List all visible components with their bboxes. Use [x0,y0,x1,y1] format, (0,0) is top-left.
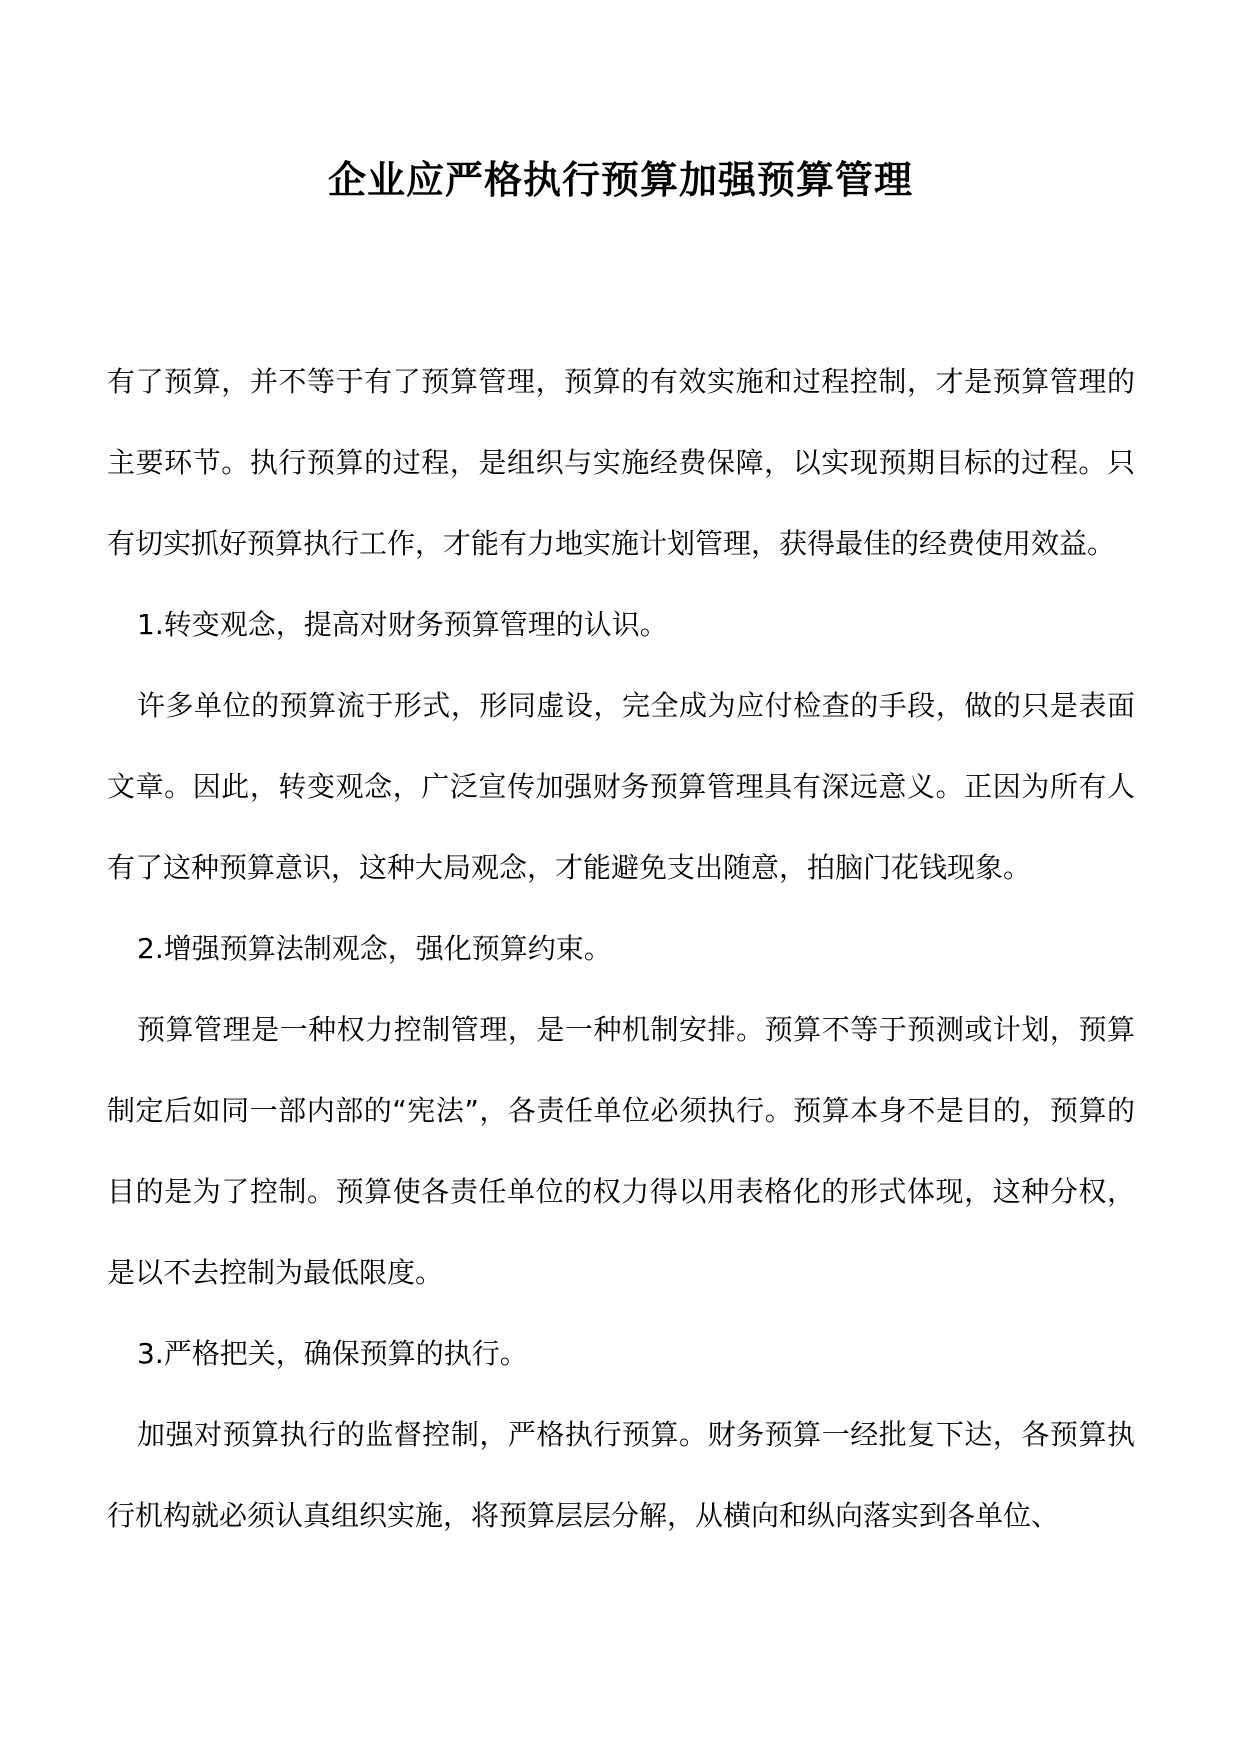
section-heading-3: 3.严格把关，确保预算的执行。 [137,1337,528,1370]
section-paragraph-3: 加强对预算执行的监督控制，严格执行预算。财务预算一经批复下达，各预算执行机构就必须认真组织实施，将预算层层分解，从横向和纵向落实到各单位、 [107,1418,1135,1532]
intro-paragraph: 有了预算，并不等于有了预算管理，预算的有效实施和过程控制，才是预算管理的主要环节。执行预算的过程，是组织与实施经费保障，以实现预期目标的过程。只有切实抓好预算执行工作，才能有力地实施计划管理，获得最佳的经费使用效益。 [107,365,1135,560]
document-body [107,341,1135,1556]
section-heading-1: 1.转变观念，提高对财务预算管理的认识。 [137,608,668,641]
document-title: 企业应严格执行预算加强预算管理 [327,157,913,202]
section-heading-2: 2.增强预算法制观念，强化预算约束。 [137,932,612,965]
section-paragraph-1: 许多单位的预算流于形式，形同虚设，完全成为应付检查的手段，做的只是表面文章。因此，转变观念，广泛宣传加强财务预算管理具有深远意义。正因为所有人有了这种预算意识，这种大局观念，才能避免支出随意，拍脑门花钱现象。 [107,689,1135,884]
section-paragraph-2: 预算管理是一种权力控制管理，是一种机制安排。预算不等于预测或计划，预算制定后如同一部内部的“宪法”，各责任单位必须执行。预算本身不是目的，预算的目的是为了控制。预算使各责任单位的权力得以用表格化的形式体现，这种分权，是以不去控制为最低限度。 [107,1013,1135,1289]
